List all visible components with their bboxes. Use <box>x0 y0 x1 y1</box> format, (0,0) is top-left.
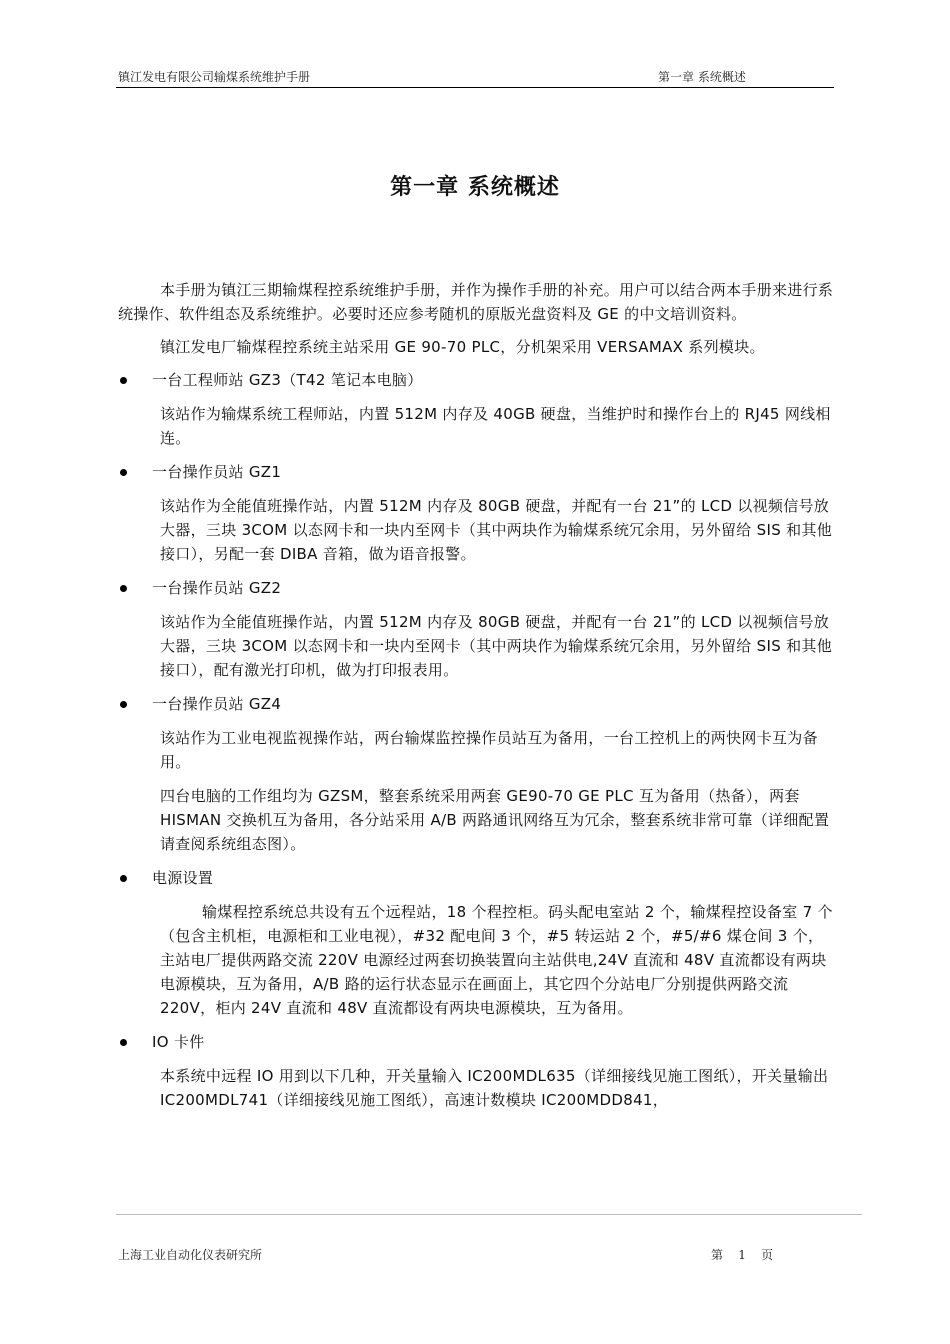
header-chapter: 第一章 系统概述 <box>658 70 746 84</box>
header-rule <box>116 87 834 88</box>
page-title: 第一章 系统概述 <box>390 175 560 200</box>
section-body-gz2: 该站作为全能值班操作站，内置 512M 内存及 80GB 硬盘，并配有一台 21”的 LCD 以视频信号放大器，三块 3COM 以态网卡和一块内至网卡（其中两块作为输煤系统冗余用，另外留给 SIS 和其他接口），配有激光打印机，做为打印报表用。 <box>160 613 833 679</box>
bullet-dot-icon <box>120 469 127 476</box>
section-body-workgroup: 四台电脑的工作组均为 GZSM，整套系统采用两套 GE90-70 GE PLC 互为备用（热备），两套 HISMAN 交换机互为备用，各分站采用 A/B 两路通讯网络互为冗余，整套系统非常可靠（详细配置请查阅系统组态图）。 <box>160 787 830 853</box>
section-body-gz1: 该站作为全能值班操作站，内置 512M 内存及 80GB 硬盘，并配有一台 21”的 LCD 以视频信号放大器，三块 3COM 以态网卡和一块内至网卡（其中两块作为输煤系统冗余用，另外留给 SIS 和其他接口），另配一套 DIBA 音箱，做为语音报警。 <box>160 497 833 563</box>
bullet-item-gz3 <box>118 368 834 392</box>
footer-rule <box>116 1214 862 1215</box>
document-body <box>118 278 834 1122</box>
section-body-gz4: 该站作为工业电视监视操作站，两台输煤监控操作员站互为备用，一台工控机上的两快网卡互为备用。 <box>160 729 818 771</box>
section-body-gz3: 该站作为输煤系统工程师站，内置 512M 内存及 40GB 硬盘，当维护时和操作台上的 RJ45 网线相连。 <box>160 405 831 447</box>
intro-paragraph-1: 本手册为镇江三期输煤程控系统维护手册，并作为操作手册的补充。用户可以结合两本手册来进行系统操作、软件组态及系统维护。必要时还应参考随机的原版光盘资料及 GE 的中文培训资料。 <box>118 281 834 323</box>
intro-paragraph-2: 镇江发电厂输煤程控系统主站采用 GE 90-70 PLC，分机架采用 VERSAMAX 系列模块。 <box>160 338 765 356</box>
bullet-heading: IO 卡件 <box>152 1033 205 1051</box>
header-manual-title: 镇江发电有限公司输煤系统维护手册 <box>118 70 311 84</box>
footer-page-number: 第 1 页 <box>711 1248 774 1262</box>
bullet-dot-icon <box>120 701 127 708</box>
bullet-heading: 一台操作员站 GZ4 <box>152 695 282 713</box>
bullet-item-gz2 <box>118 576 834 600</box>
bullet-heading: 电源设置 <box>152 869 214 887</box>
bullet-dot-icon <box>120 875 127 882</box>
bullet-dot-icon <box>120 377 127 384</box>
footer-organization: 上海工业自动化仪表研究所 <box>118 1248 263 1262</box>
bullet-item-power <box>118 866 834 890</box>
bullet-heading: 一台操作员站 GZ1 <box>152 463 282 481</box>
bullet-item-gz1 <box>118 460 834 484</box>
bullet-dot-icon <box>120 1039 127 1046</box>
section-body-power: 输煤程控系统总共设有五个远程站，18 个程控柜。码头配电室站 2 个，输煤程控设备室 7 个（包含主机柜，电源柜和工业电视），#32 配电间 3 个，#5 转运站 2 个，#5/#6 煤仓间 3 个，主站电厂提供两路交流 220V 电源经过两套切换装置向主站供电,24V 直流和 48V 直流都设有两块电源模块，互为备用，A/B 路的运行状态显示在画面上，其它四个分站电厂分别提供两路交流 220V，柜内 24V 直流和 48V 直流都设有两块电源模块，互为备用。 <box>160 903 833 1017</box>
bullet-heading: 一台操作员站 GZ2 <box>152 579 282 597</box>
bullet-dot-icon <box>120 585 127 592</box>
bullet-heading: 一台工程师站 GZ3（T42 笔记本电脑） <box>152 371 423 389</box>
bullet-item-io <box>118 1030 834 1054</box>
bullet-item-gz4 <box>118 692 834 716</box>
section-body-io: 本系统中远程 IO 用到以下几种，开关量输入 IC200MDL635（详细接线见施工图纸），开关量输出 IC200MDL741（详细接线见施工图纸），高速计数模块 IC200MDD841， <box>160 1067 829 1109</box>
